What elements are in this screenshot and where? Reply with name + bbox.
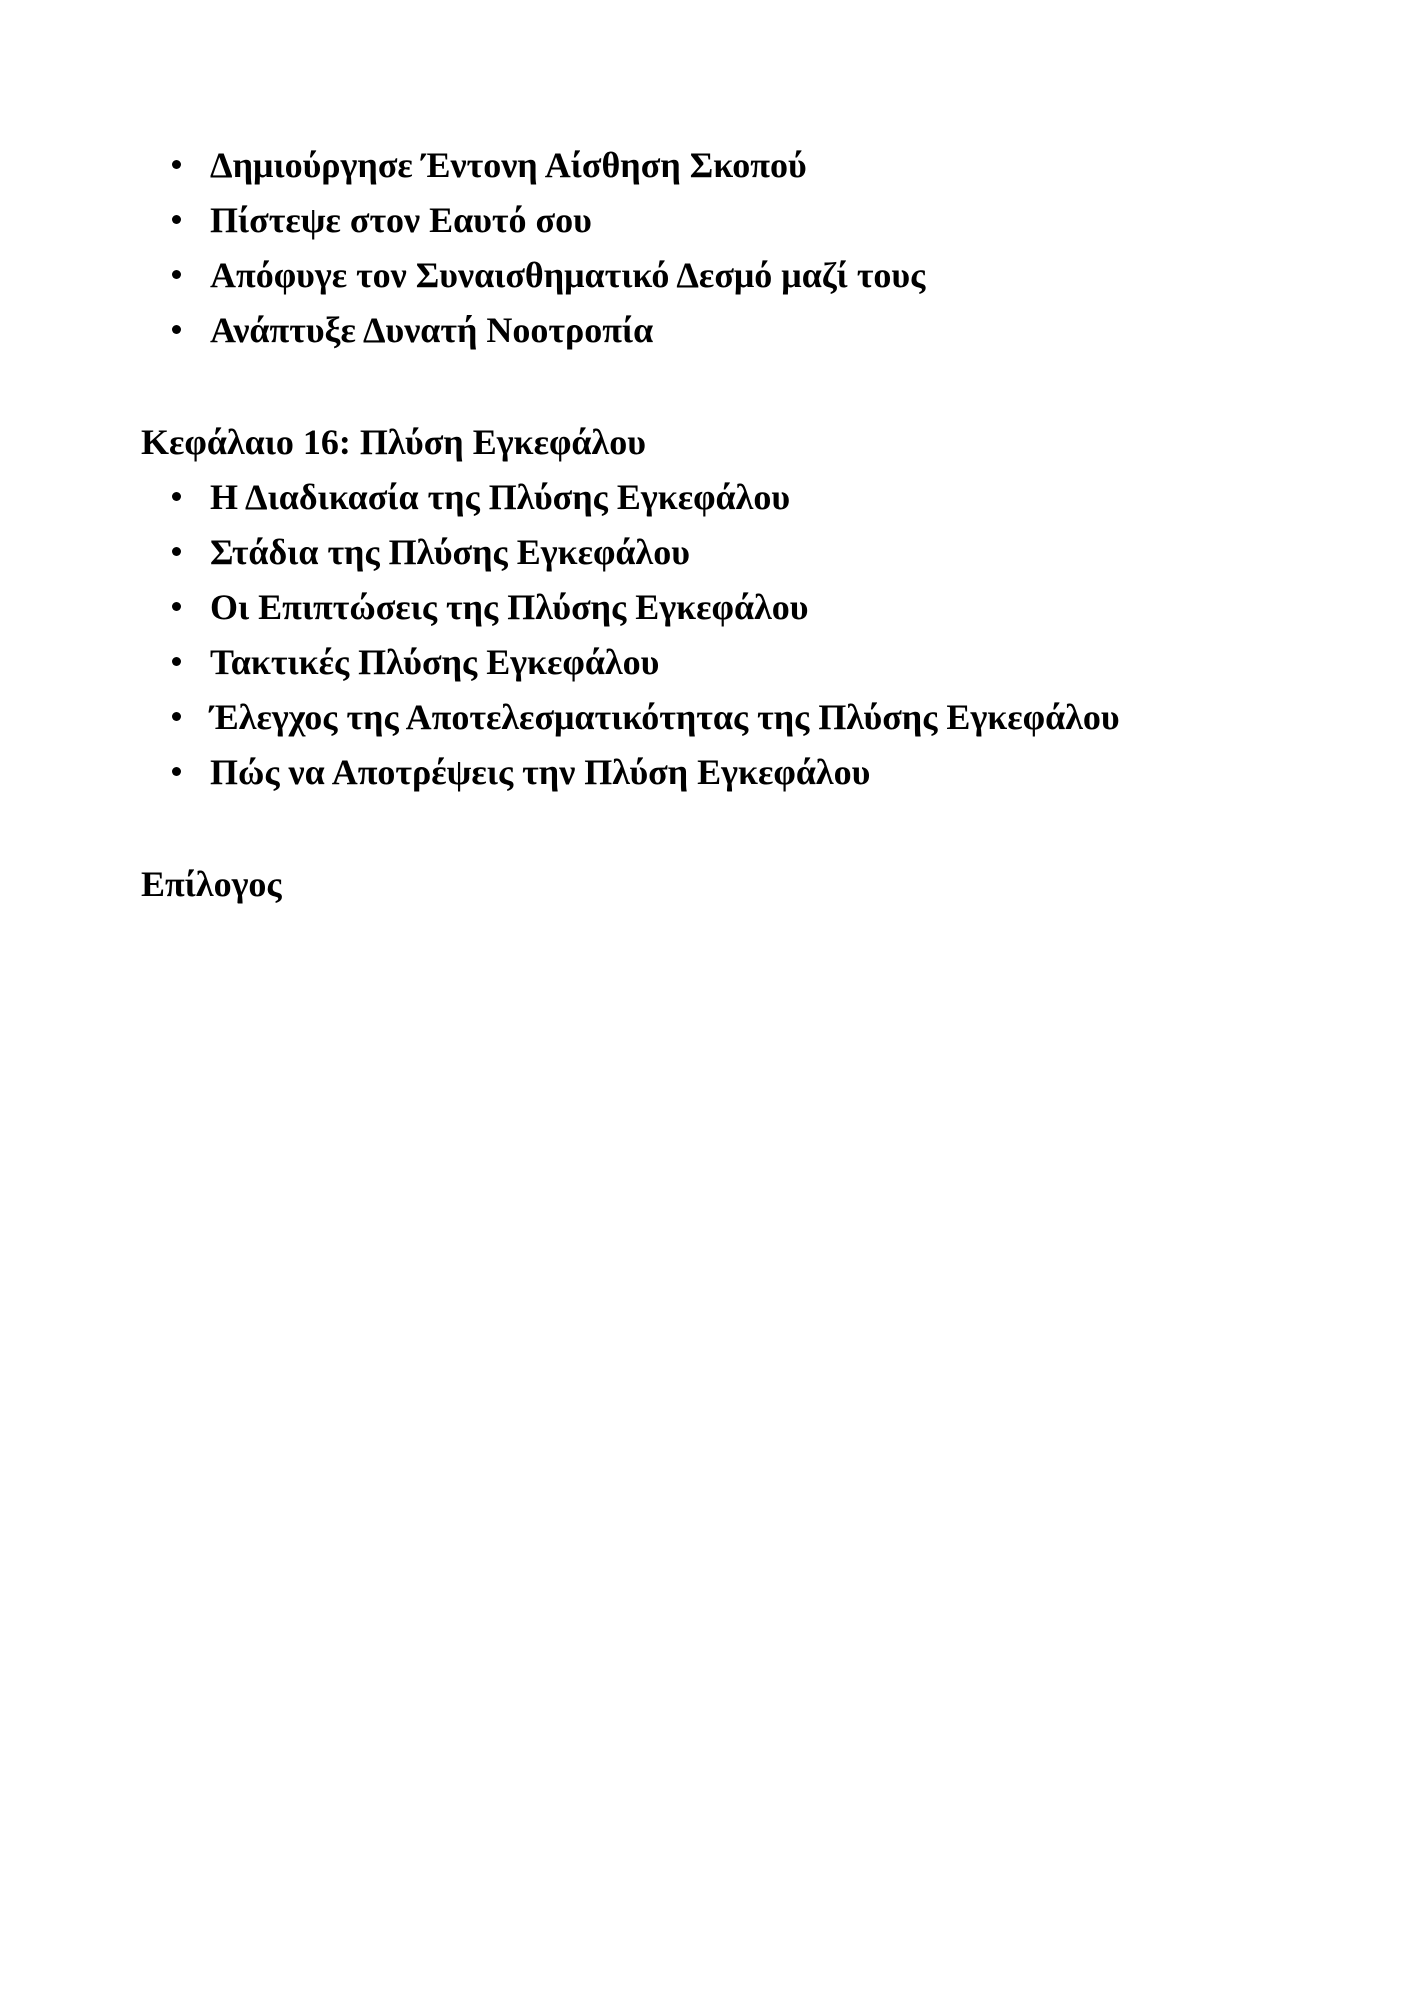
bullet-icon: [172, 215, 181, 224]
list-item-text: Οι Επιπτώσεις της Πλύσης Εγκεφάλου: [210, 587, 809, 627]
list-item: [141, 690, 1330, 745]
list-item-text: Έλεγχος της Αποτελεσματικότητας της Πλύσης Εγκεφάλου: [210, 697, 1120, 737]
bullet-list-section1: [141, 138, 1330, 358]
list-item-text: Πίστεψε στον Εαυτό σου: [210, 200, 592, 240]
bullet-list-chapter16: [141, 470, 1330, 800]
list-item: [141, 138, 1330, 193]
list-item: [141, 745, 1330, 800]
list-item: [141, 635, 1330, 690]
list-item-text: Στάδια της Πλύσης Εγκεφάλου: [210, 532, 690, 572]
page-content: [141, 138, 1330, 912]
list-item-text: Ανάπτυξε Δυνατή Νοοτροπία: [210, 310, 654, 350]
list-item-text: Πώς να Αποτρέψεις την Πλύση Εγκεφάλου: [210, 752, 871, 792]
epilogue-heading: Επίλογος: [141, 864, 282, 904]
list-item-text: Τακτικές Πλύσης Εγκεφάλου: [210, 642, 660, 682]
list-item: [141, 303, 1330, 358]
bullet-icon: [172, 160, 181, 169]
list-item: [141, 470, 1330, 525]
bullet-icon: [172, 657, 181, 666]
list-item: [141, 193, 1330, 248]
bullet-icon: [172, 270, 181, 279]
list-item-text: Απόφυγε τον Συναισθηματικό Δεσμό μαζί τους: [210, 255, 926, 295]
bullet-icon: [172, 602, 181, 611]
bullet-icon: [172, 325, 181, 334]
bullet-icon: [172, 712, 181, 721]
bullet-icon: [172, 547, 181, 556]
list-item-text: Η Διαδικασία της Πλύσης Εγκεφάλου: [210, 477, 791, 517]
list-item: [141, 248, 1330, 303]
list-item-text: Δημιούργησε Έντονη Αίσθηση Σκοπού: [210, 145, 807, 185]
chapter-16-heading: Κεφάλαιο 16: Πλύση Εγκεφάλου: [141, 422, 646, 462]
list-item: [141, 580, 1330, 635]
list-item: [141, 525, 1330, 580]
bullet-icon: [172, 492, 181, 501]
bullet-icon: [172, 767, 181, 776]
